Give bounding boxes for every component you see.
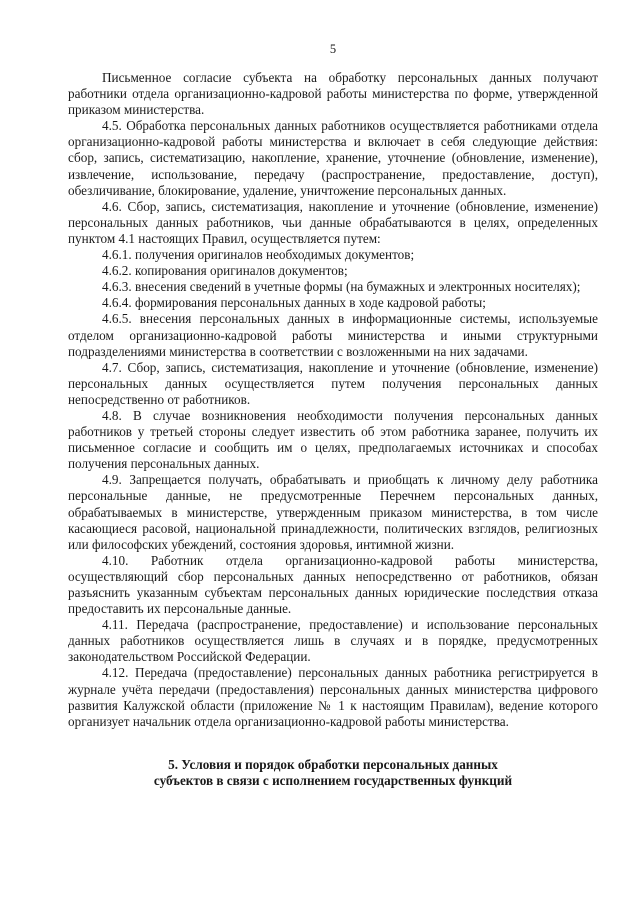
paragraph-4-12: 4.12. Передача (предоставление) персональных данных работника регистрируется в журнале учёта передачи (предоставления) персональных данных министерства цифрового развития Калужской области (приложение № 1 к настоящим Правилам), ведение которого организует начальник отдела организационно-кадровой работы министерства. [68,665,598,729]
paragraph-4-7: 4.7. Сбор, запись, систематизация, накопление и уточнение (обновление, изменение) персональных данных осуществляется путем получения персональных данных непосредственно от работников. [68,359,598,407]
paragraph-4-6-3: 4.6.3. внесения сведений в учетные формы (на бумажных и электронных носителях); [102,279,581,295]
paragraph-4-5: 4.5. Обработка персональных данных работников осуществляется работниками отдела организационно-кадровой работы министерства и включает в себя следующие действия: сбор, запись, систематизацию, накопление, хранение, уточнение (обновление, изменение), извлечение, использование, передачу (распространение, предоставление, доступ), обезличивание, блокирование, удаление, уничтожение персональных данных. [68,118,598,198]
section-heading-line-2: субъектов в связи с исполнением государственных функций [153,772,513,788]
paragraph-4-6-1: 4.6.1. получения оригиналов необходимых документов; [102,247,415,263]
paragraph-4-6-4: 4.6.4. формирования персональных данных в ходе кадровой работы; [102,295,486,311]
section-heading-line-1: 5. Условия и порядок обработки персональных данных [168,756,498,772]
paragraph-4-10: 4.10. Работник отдела организационно-кадровой работы министерства, осуществляющий сбор персональных данных непосредственно от работников, обязан разъяснить указанным субъектам персональных данных юридические последствия отказа предоставить их персональные данные. [68,552,598,617]
paragraph-4-6-2: 4.6.2. копирования оригиналов документов; [102,263,348,279]
page-number: 5 [329,42,337,56]
section-heading [68,757,598,789]
paragraph-consent: Письменное согласие субъекта на обработку персональных данных получают работники отдела организационно-кадровой работы министерства по форме, утвержденной приказом министерства. [68,70,598,118]
paragraph-4-8: 4.8. В случае возникновения необходимости получения персональных данных работников у третьей стороны следует известить об этом работника заранее, получить их письменное согласие и сообщить им о целях, предполагаемых источниках и способах получения персональных данных. [68,407,598,472]
document-page [68,42,598,789]
paragraph-4-9: 4.9. Запрещается получать, обрабатывать и приобщать к личному делу работника персональные данные, не предусмотренные Перечнем персональных данных, обрабатываемых в министерстве, утвержденным приказом министерства, в том числе касающиеся расовой, национальной принадлежности, политических взглядов, религиозных или философских убеждений, состояния здоровья, интимной жизни. [68,472,598,552]
paragraph-4-11: 4.11. Передача (распространение, предоставление) и использование персональных данных работников осуществляется лишь в случаях и в порядке, предусмотренных законодательством Российской Федерации. [68,617,598,665]
paragraph-4-6-5: 4.6.5. внесения персональных данных в информационные системы, используемые отделом организационно-кадровой работы министерства и иными структурными подразделениями министерства в соответствии с возложенными на них задачами. [68,311,598,359]
paragraph-4-6: 4.6. Сбор, запись, систематизация, накопление и уточнение (обновление, изменение) персональных данных работников, чьи данные обрабатываются в целях, определенных пунктом 4.1 настоящих Правил, осуществляется путем: [68,198,598,246]
